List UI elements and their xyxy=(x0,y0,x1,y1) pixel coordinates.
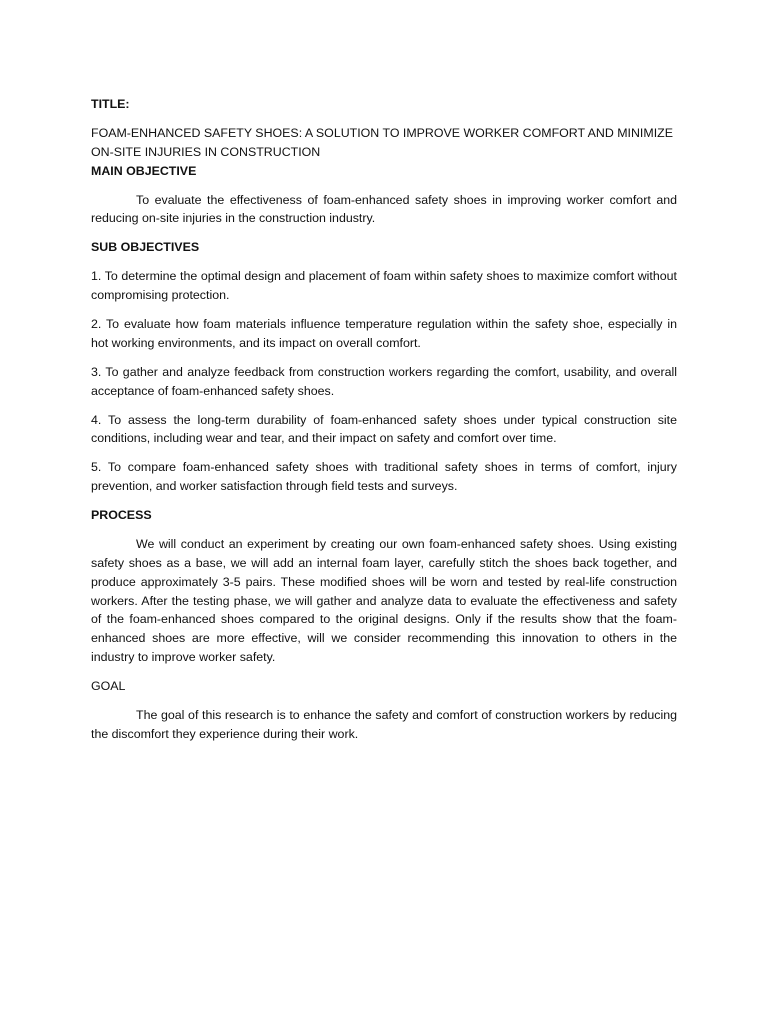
document-title: FOAM-ENHANCED SAFETY SHOES: A SOLUTION TO IMPROVE WORKER COMFORT AND MINIMIZE ON-SITE INJURIES IN CONSTRUCTION xyxy=(91,125,673,159)
sub-objective-item: 1. To determine the optimal design and placement of foam within safety shoes to maximize comfort without compromising protection. xyxy=(91,269,677,303)
sub-objective-item: 3. To gather and analyze feedback from construction workers regarding the comfort, usability, and overall acceptance of foam-enhanced safety shoes. xyxy=(91,364,677,398)
main-objective-body: To evaluate the effectiveness of foam-enhanced safety shoes in improving worker comfort and reducing on-site injuries in the construction industry. xyxy=(91,192,677,226)
process-body: We will conduct an experiment by creating our own foam-enhanced safety shoes. Using existing safety shoes as a base, we will add an internal foam layer, carefully stitch the shoes back together, and produce approximately 3-5 pairs. These modified shoes will be worn and tested by real-life construction workers. After the testing phase, we will gather and analyze data to evaluate the effectiveness and safety of the foam-enhanced shoes compared to the original designs. Only if the results show that the foam-enhanced shoes are more effective, will we consider recommending this innovation to others in the industry to improve worker safety. xyxy=(91,537,677,664)
goal-body: The goal of this research is to enhance the safety and comfort of construction workers by reducing the discomfort they experience during their work. xyxy=(91,707,677,741)
sub-objective-item: 4. To assess the long-term durability of foam-enhanced safety shoes under typical construction site conditions, including wear and tear, and their impact on safety and comfort over time. xyxy=(91,412,677,446)
process-heading: PROCESS xyxy=(91,508,152,523)
sub-objective-item: 5. To compare foam-enhanced safety shoes with traditional safety shoes in terms of comfort, injury prevention, and worker satisfaction through field tests and surveys. xyxy=(91,460,677,494)
sub-objective-item: 2. To evaluate how foam materials influence temperature regulation within the safety shoe, especially in hot working environments, and its impact on overall comfort. xyxy=(91,317,677,350)
title-label: TITLE: xyxy=(91,97,130,111)
main-objective-heading: MAIN OBJECTIVE xyxy=(91,163,197,178)
goal-heading: GOAL xyxy=(91,678,126,693)
sub-objectives-heading: SUB OBJECTIVES xyxy=(91,240,200,255)
